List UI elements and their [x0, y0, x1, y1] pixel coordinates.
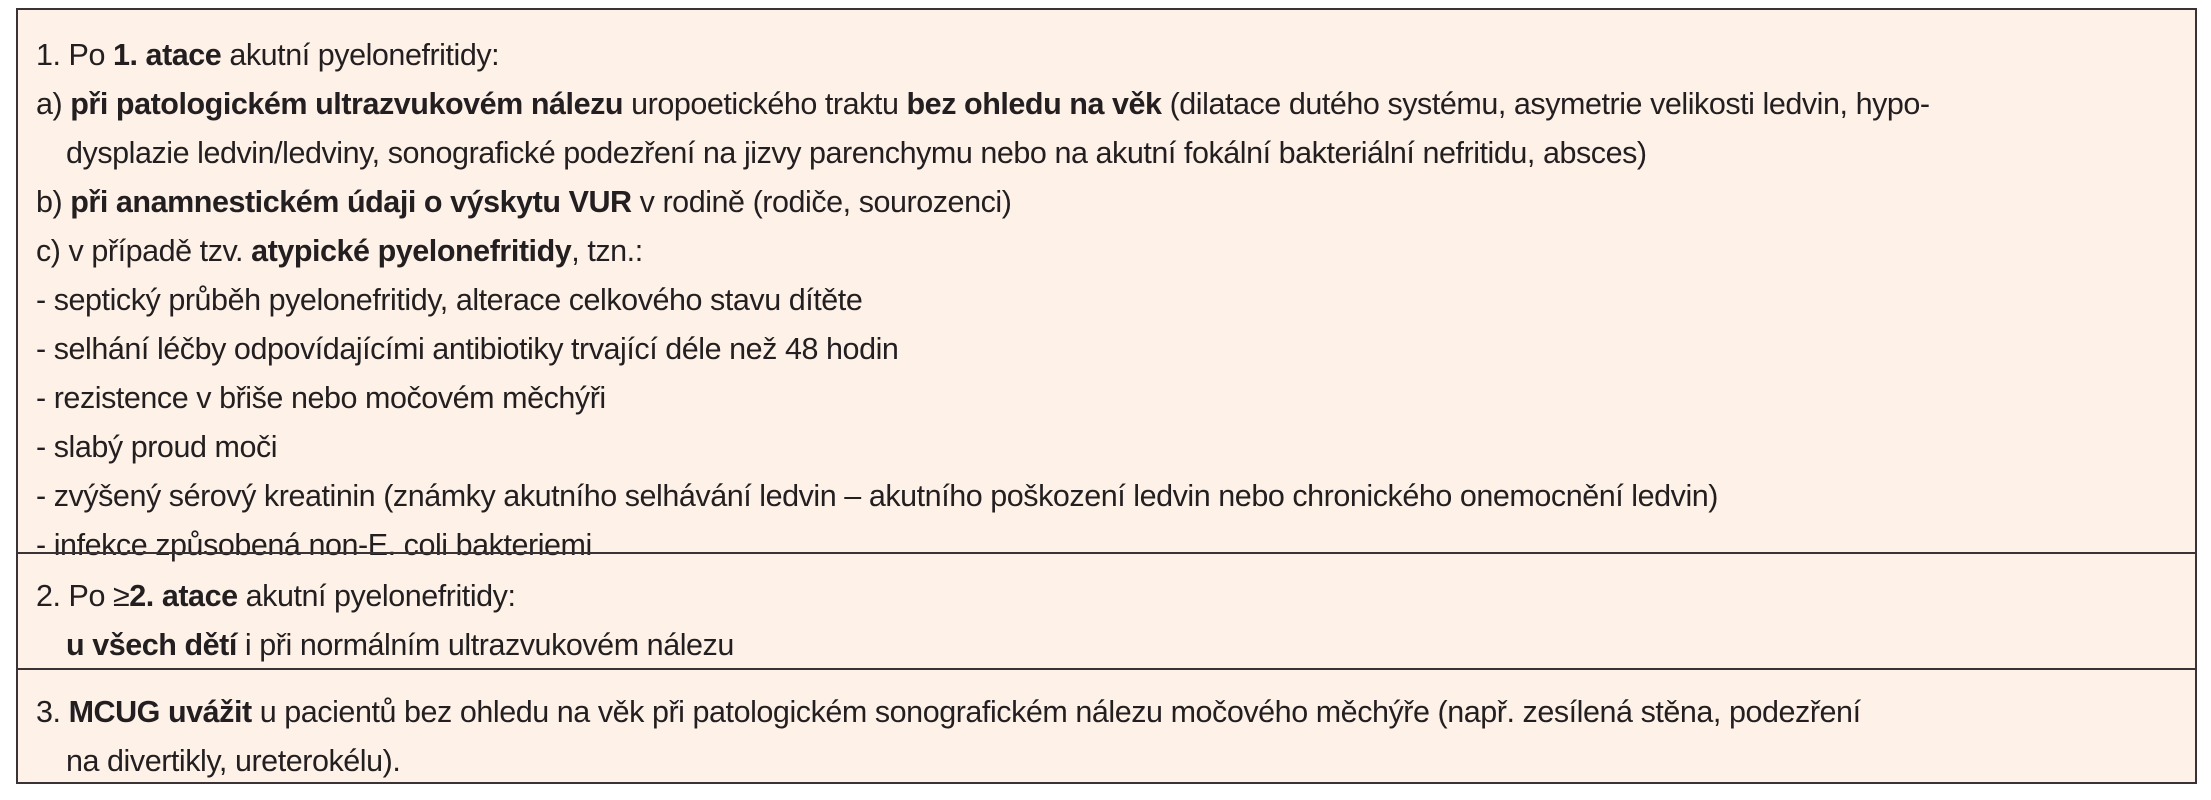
bullet-item: - selhání léčby odpovídajícími antibiotiky trvající déle než 48 hodin: [36, 332, 899, 366]
criteria-table: [16, 8, 2197, 784]
section-second-attack: [18, 552, 2195, 668]
bullet-item: - infekce způsobená non-E. coli bakteriemi: [36, 528, 592, 562]
section3-line2: na divertikly, ureterokélu).: [66, 744, 401, 778]
bullet-item: - slabý proud moči: [36, 430, 278, 464]
section2-detail: u všech dětí i při normálním ultrazvukovém nálezu: [66, 628, 734, 662]
item-a-continuation: dysplazie ledvin/ledviny, sonografické podezření na jizvy parenchymu nebo na akutní fokální bakteriální nefritidu, absces): [66, 136, 1647, 170]
section3-line1: 3. MCUG uvážit u pacientů bez ohledu na věk při patologickém sonografickém nálezu močového měchýře (např. zesílená stěna, podezření: [36, 695, 1861, 729]
section2-heading: 2. Po ≥2. atace akutní pyelonefritidy:: [36, 579, 516, 613]
bullet-item: - rezistence v břiše nebo močovém měchýři: [36, 381, 606, 415]
item-c: c) v případě tzv. atypické pyelonefritidy, tzn.:: [36, 234, 643, 268]
section-first-attack: [18, 10, 2195, 562]
item-a: a) při patologickém ultrazvukovém nálezu uropoetického traktu bez ohledu na věk (dilatace dutého systému, asymetrie velikosti ledvin, hypo-: [36, 87, 1930, 121]
bullet-item: - zvýšený sérový kreatinin (známky akutního selhávání ledvin – akutního poškození ledvin nebo chronického onemocnění ledvin): [36, 479, 1718, 513]
section-mcug: [18, 668, 2195, 784]
section1-heading: 1. Po 1. atace akutní pyelonefritidy:: [36, 38, 500, 72]
item-b: b) při anamnestickém údaji o výskytu VUR v rodině (rodiče, sourozenci): [36, 185, 1012, 219]
bullet-item: - septický průběh pyelonefritidy, alterace celkového stavu dítěte: [36, 283, 863, 317]
